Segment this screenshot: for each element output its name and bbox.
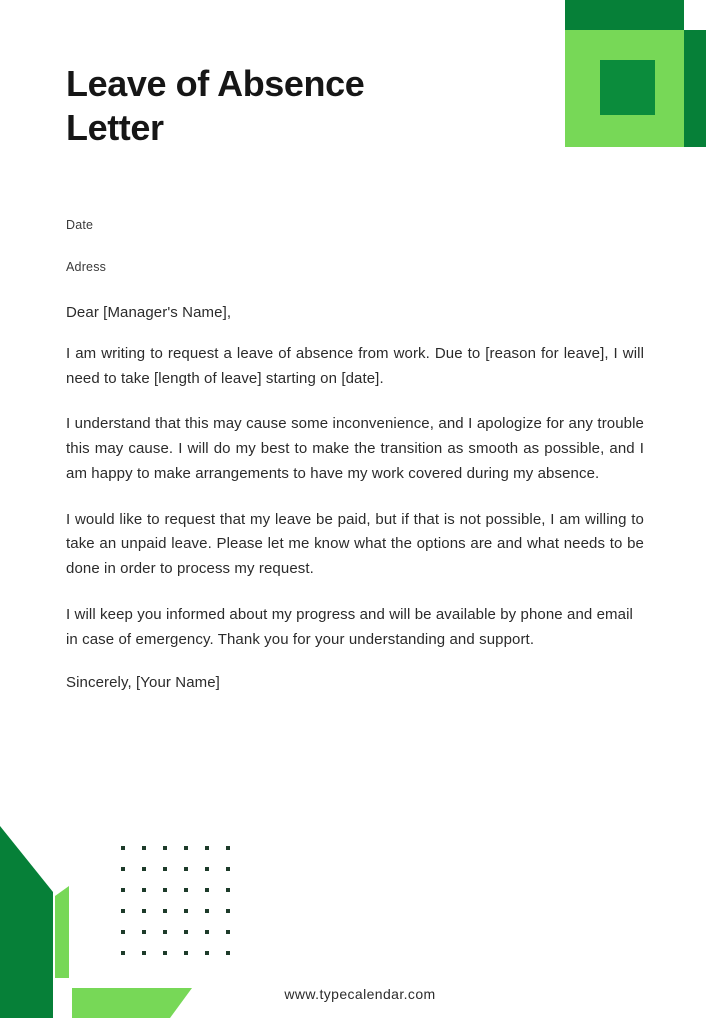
grid-dot <box>142 867 146 871</box>
grid-dot <box>205 930 209 934</box>
address-label: Adress <box>66 259 107 274</box>
salutation-line: Dear [Manager's Name], <box>66 303 232 321</box>
grid-dot <box>142 951 146 955</box>
grid-dot <box>163 909 167 913</box>
body-paragraph-2: I understand that this may cause some inconvenience, and I apologize for any trouble this may cause. I will do my best to make the transition as smooth as possible, and I am happy to make arrangements to have my work covered during my absence. <box>66 415 644 482</box>
grid-dot <box>121 951 125 955</box>
grid-dot <box>142 909 146 913</box>
grid-dot <box>163 846 167 850</box>
light-green-vertical-strip-shape <box>55 886 69 978</box>
grid-dot <box>184 846 188 850</box>
grid-dot <box>163 888 167 892</box>
grid-dot <box>226 930 230 934</box>
grid-dot <box>226 909 230 913</box>
grid-dot <box>184 951 188 955</box>
dark-green-top-bar-shape <box>565 0 684 30</box>
grid-dot <box>184 867 188 871</box>
grid-dot <box>163 930 167 934</box>
grid-dot <box>205 951 209 955</box>
grid-dot <box>226 888 230 892</box>
grid-dot <box>184 909 188 913</box>
grid-dot <box>121 930 125 934</box>
grid-dot <box>205 846 209 850</box>
grid-dot <box>121 846 125 850</box>
grid-dot <box>226 951 230 955</box>
grid-dot <box>205 888 209 892</box>
grid-dot <box>226 846 230 850</box>
grid-dot <box>163 951 167 955</box>
body-paragraph-4: I will keep you informed about my progress and will be available by phone and email in case of emergency. Thank you for your understanding and support. <box>66 605 633 648</box>
grid-dot <box>226 867 230 871</box>
dot-grid-decoration <box>121 846 247 972</box>
body-paragraph-3: I would like to request that my leave be paid, but if that is not possible, I am willing to take an unpaid leave. Please let me know what the options are and what needs to be done in order to process my request. <box>66 510 644 578</box>
grid-dot <box>121 888 125 892</box>
letter-content <box>66 62 644 691</box>
body-paragraph-1: I am writing to request a leave of absence from work. Due to [reason for leave], I will need to take [length of leave] starting on [date]. <box>66 344 644 387</box>
grid-dot <box>163 867 167 871</box>
grid-dot <box>121 909 125 913</box>
grid-dot <box>184 930 188 934</box>
grid-dot <box>184 888 188 892</box>
grid-dot <box>142 930 146 934</box>
grid-dot <box>142 846 146 850</box>
grid-dot <box>205 867 209 871</box>
grid-dot <box>142 888 146 892</box>
page-title: Leave of Absence Letter <box>66 63 365 148</box>
footer-url: www.typecalendar.com <box>284 986 436 1002</box>
date-label: Date <box>66 217 94 232</box>
closing-signature: Sincerely, [Your Name] <box>66 674 220 692</box>
grid-dot <box>121 867 125 871</box>
grid-dot <box>205 909 209 913</box>
dark-green-right-bar-shape <box>684 30 706 147</box>
